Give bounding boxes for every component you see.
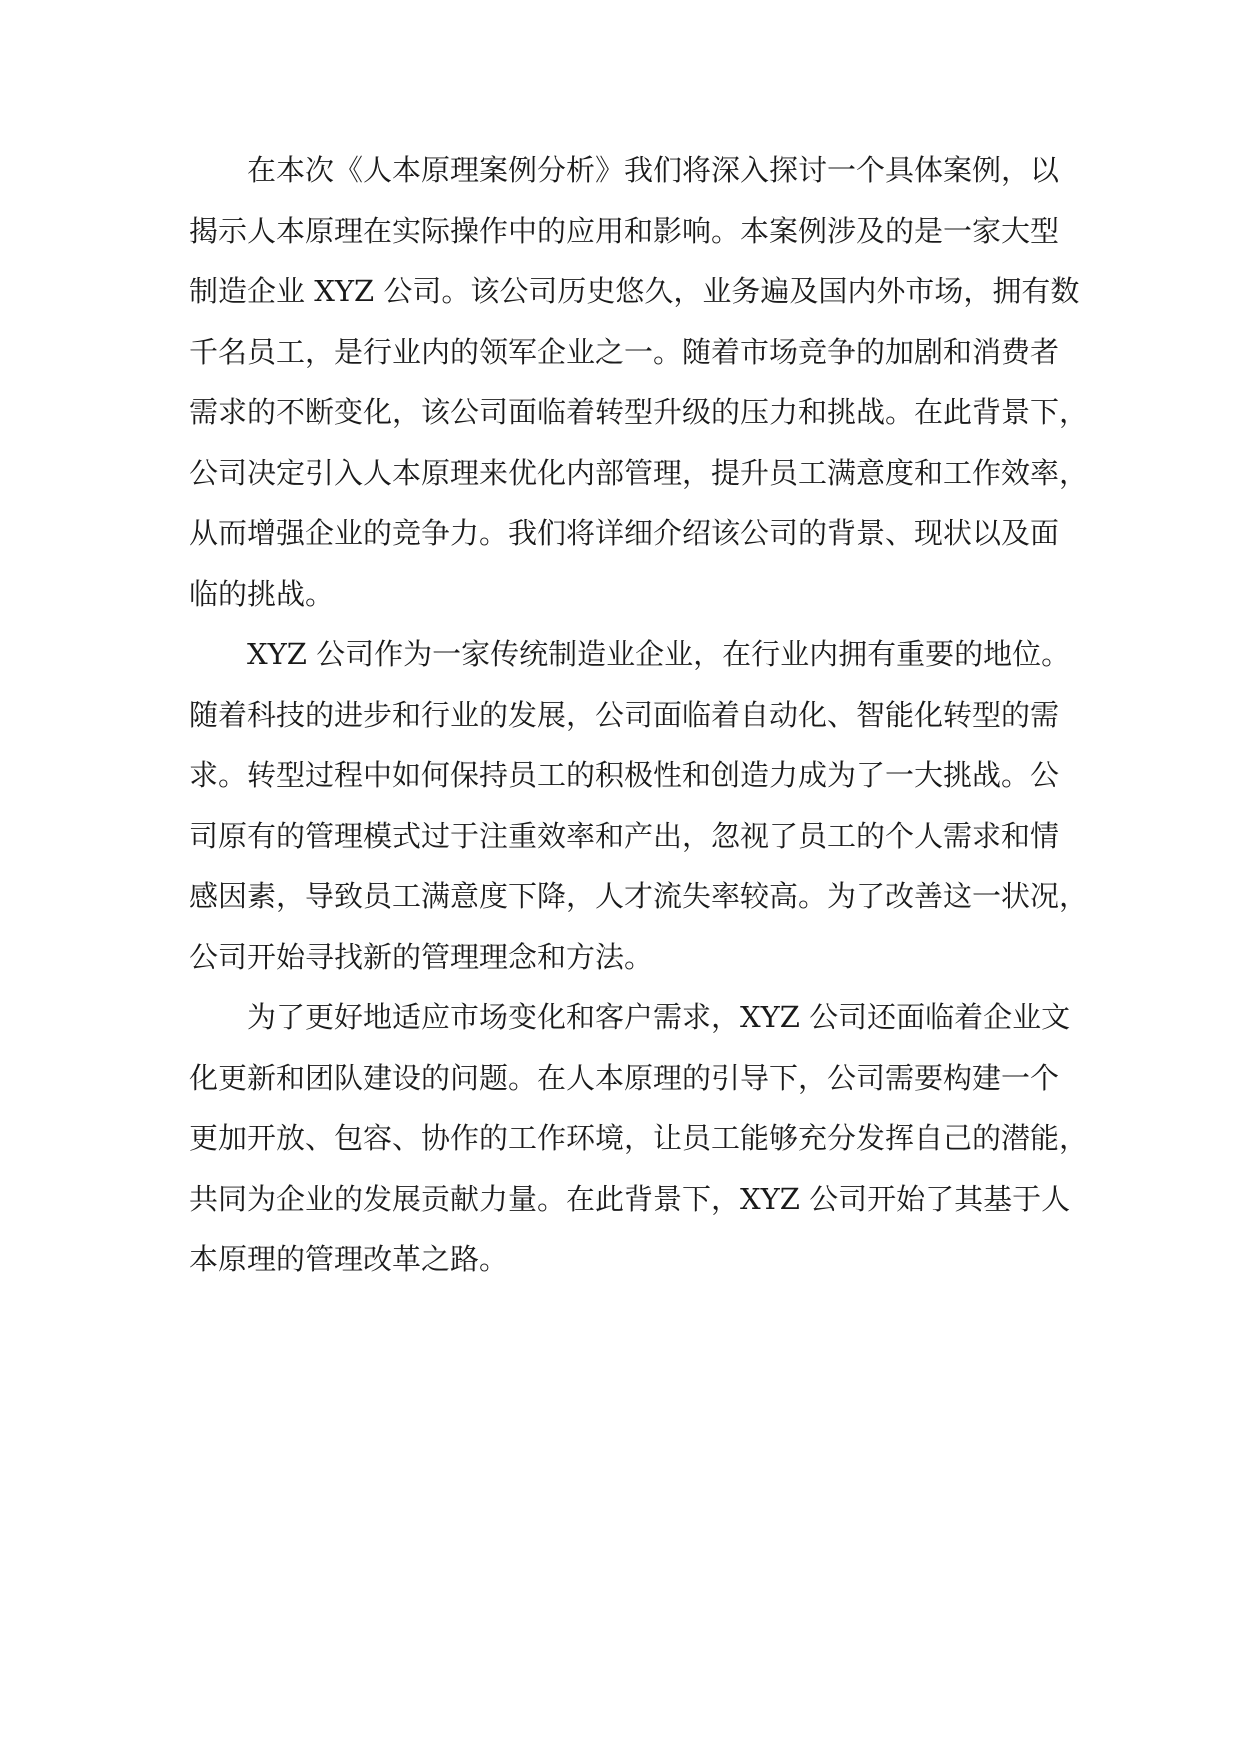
document-body [189, 140, 1089, 1290]
text-line: 制造企业 XYZ 公司。该公司历史悠久，业务遍及国内外市场，拥有数 [189, 274, 1080, 308]
text-line: 化更新和团队建设的问题。在人本原理的引导下，公司需要构建一个 [189, 1060, 1060, 1095]
paragraph-2 [189, 624, 1089, 987]
paragraph-1 [189, 140, 1089, 624]
text-line: 需求的不断变化，该公司面临着转型升级的压力和挑战。在此背景下， [189, 395, 1089, 429]
text-line: 感因素，导致员工满意度下降，人才流失率较高。为了改善这一状况， [189, 879, 1089, 913]
text-line: 司原有的管理模式过于注重效率和产出，忽视了员工的个人需求和情 [189, 818, 1060, 853]
text-line: 千名员工，是行业内的领军企业之一。随着市场竞争的加剧和消费者 [189, 334, 1060, 369]
text-line: 公司开始寻找新的管理理念和方法。 [189, 939, 654, 974]
text-line: 从而增强企业的竞争力。我们将详细介绍该公司的背景、现状以及面 [189, 516, 1060, 550]
text-line: 本原理的管理改革之路。 [189, 1242, 509, 1276]
text-line: 求。转型过程中如何保持员工的积极性和创造力成为了一大挑战。公 [189, 758, 1060, 792]
text-line: 揭示人本原理在实际操作中的应用和影响。本案例涉及的是一家大型 [189, 213, 1060, 248]
text-line: 公司决定引入人本原理来优化内部管理，提升员工满意度和工作效率， [189, 455, 1089, 490]
text-line: 共同为企业的发展贡献力量。在此背景下，XYZ 公司开始了其基于人 [189, 1181, 1071, 1216]
paragraph-3 [189, 987, 1089, 1290]
text-line: XYZ 公司作为一家传统制造业企业，在行业内拥有重要的地位。 [247, 637, 1071, 671]
text-line: 临的挑战。 [189, 576, 335, 611]
text-line: 为了更好地适应市场变化和客户需求，XYZ 公司还面临着企业文 [247, 1000, 1071, 1034]
text-line: 在本次《人本原理案例分析》我们将深入探讨一个具体案例，以 [247, 153, 1060, 187]
text-line: 更加开放、包容、协作的工作环境，让员工能够充分发挥自己的潜能， [189, 1121, 1089, 1155]
text-line: 随着科技的进步和行业的发展，公司面临着自动化、智能化转型的需 [189, 697, 1060, 732]
